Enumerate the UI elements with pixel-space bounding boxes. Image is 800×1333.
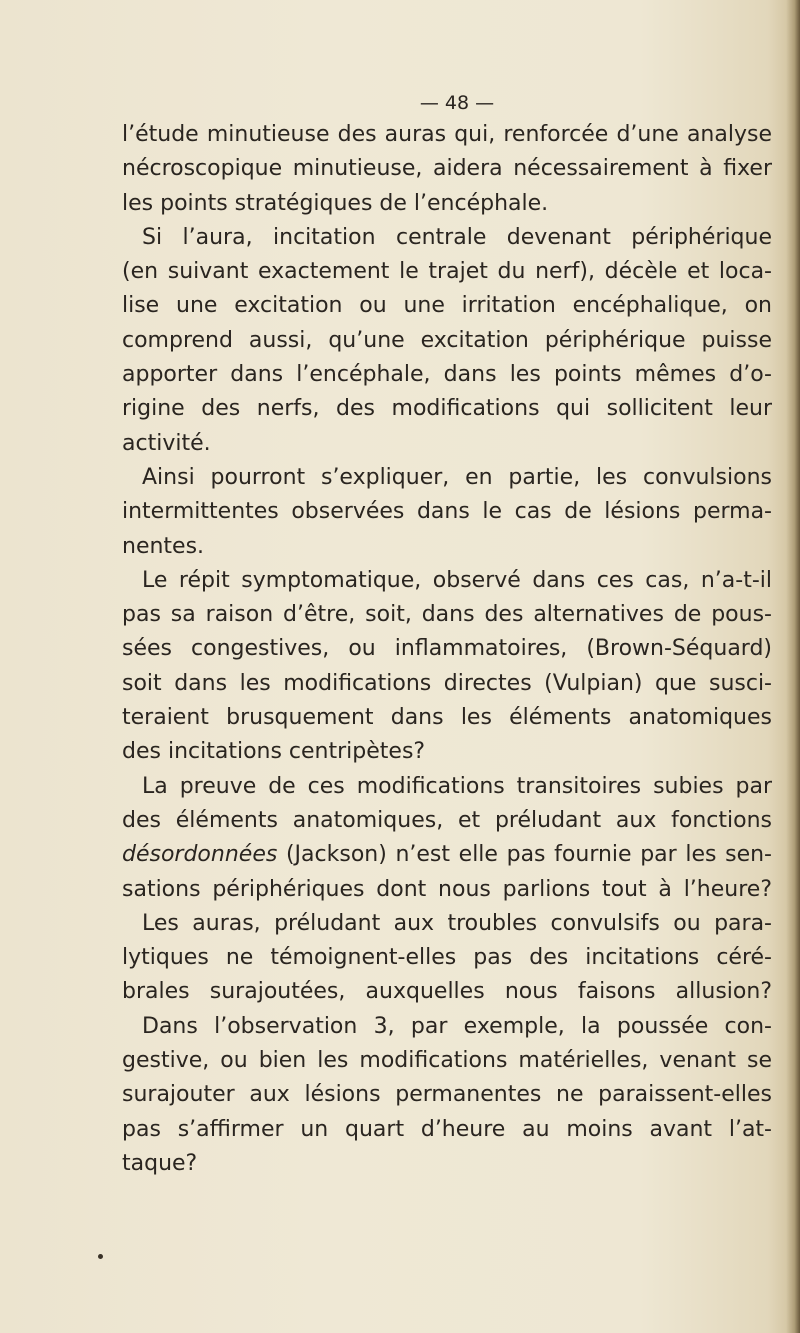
text-line: activité. — [122, 430, 211, 456]
text-line: Si l’aura, incitation centrale devenant périphérique — [142, 224, 772, 250]
text-line: pas s’affirmer un quart d’heure au moins avant l’at- — [122, 1116, 772, 1142]
ink-speck — [98, 1254, 103, 1259]
text-line: brales surajoutées, auxquelles nous faisons allusion? — [122, 979, 772, 1005]
text-line: nécroscopique minutieuse, aidera nécessairement à fixer — [122, 156, 772, 182]
text-line: sées congestives, ou inflammatoires, (Brown-Séquard) — [122, 636, 772, 662]
text-line: (en suivant exactement le trajet du nerf), décèle et loca- — [122, 259, 772, 285]
text-line: lise une excitation ou une irritation encéphalique, on — [122, 293, 772, 319]
text-line: des incitations centripètes? — [122, 739, 426, 765]
text-line: l’étude minutieuse des auras qui, renforcée d’une analyse — [122, 122, 772, 147]
text-line: Ainsi pourront s’expliquer, en partie, les convulsions — [142, 464, 772, 490]
text-line: La preuve de ces modifications transitoires subies par — [142, 773, 772, 799]
text-span: (Jackson) n’est elle pas fournie par les sen- — [277, 842, 772, 868]
text-line: soit dans les modifications directes (Vulpian) que susci- — [122, 670, 772, 696]
text-line: Dans l’observation 3, par exemple, la poussée con- — [142, 1013, 772, 1039]
page-text — [122, 88, 772, 1181]
text-line-with-italic — [122, 838, 772, 872]
text-line: des éléments anatomiques, et préludant aux fonctions — [122, 807, 772, 833]
text-line: lytiques ne témoignent-elles pas des incitations céré- — [122, 945, 772, 971]
text-line: apporter dans l’encéphale, dans les points mêmes d’o- — [122, 362, 772, 388]
text-line: gestive, ou bien les modifications matérielles, venant se — [122, 1048, 772, 1074]
text-line: Le répit symptomatique, observé dans ces cas, n’a-t-il — [142, 567, 772, 593]
italic-word: désordonnées — [122, 842, 278, 868]
text-line: pas sa raison d’être, soit, dans des alternatives de pous- — [122, 602, 772, 628]
text-line: nentes. — [122, 533, 205, 559]
text-line: surajouter aux lésions permanentes ne paraissent-elles — [122, 1082, 772, 1108]
text-line: comprend aussi, qu’une excitation périphérique puisse — [122, 327, 772, 353]
page-number: — 48 — — [419, 92, 495, 114]
page-edge-shadow — [786, 0, 800, 1333]
text-line: sations périphériques dont nous parlions tout à l’heure? — [122, 876, 772, 902]
text-line: rigine des nerfs, des modifications qui sollicitent leur — [122, 396, 772, 422]
text-line: intermittentes observées dans le cas de lésions perma- — [122, 499, 772, 525]
text-line: teraient brusquement dans les éléments anatomiques — [122, 705, 772, 731]
text-line: les points stratégiques de l’encéphale. — [122, 190, 549, 216]
text-line: taque? — [122, 1150, 198, 1176]
text-line: Les auras, préludant aux troubles convulsifs ou para- — [142, 910, 772, 936]
